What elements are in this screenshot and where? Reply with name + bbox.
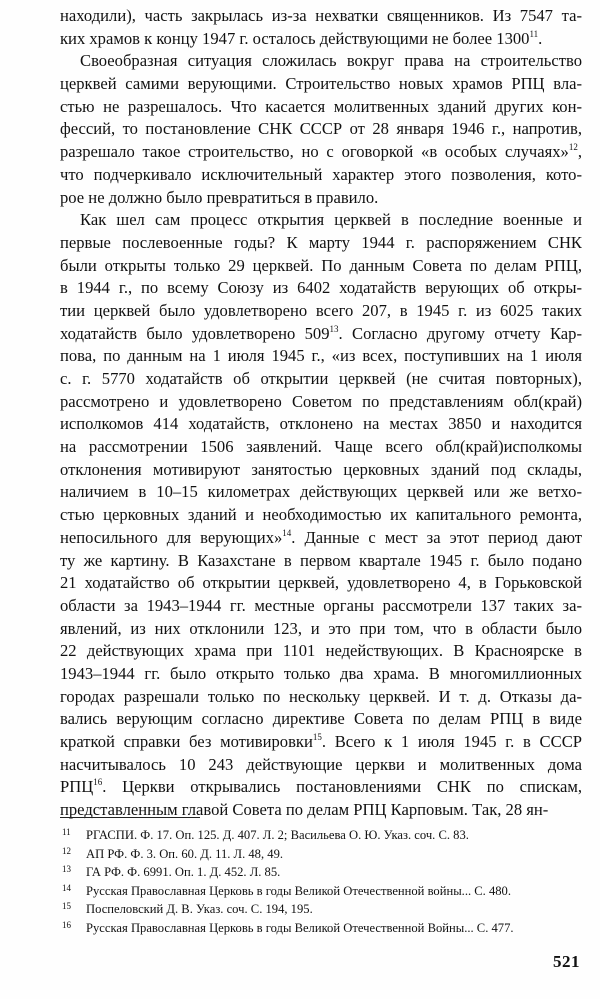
line-text: 1943–1944 гг. было открыто только два храма. В многомиллионных xyxy=(60,663,582,683)
footnote: 14 Русская Православная Церковь в годы Великой Отечественной войны... С. 480. xyxy=(62,882,512,898)
line-text: находили), часть закрылась из-за нехватки священников. Из 7547 та- xyxy=(60,6,582,25)
line-text-after-ref: . xyxy=(538,28,543,48)
footnotes xyxy=(60,826,582,938)
text-line xyxy=(60,164,582,187)
text-line xyxy=(60,73,582,96)
text-line xyxy=(60,368,582,391)
text-line xyxy=(60,187,582,210)
text-line xyxy=(60,799,582,822)
footnote: 16 Русская Православная Церковь в годы Великой Отечественной Войны... С. 477. xyxy=(62,919,514,935)
text-line xyxy=(60,255,582,278)
footnote: 13 ГА РФ. Ф. 6991. Оп. 1. Д. 452. Л. 85. xyxy=(62,864,281,880)
line-text: первые послевоенные годы? К марту 1944 г. распоряжением СНК xyxy=(60,232,582,252)
text-line xyxy=(60,345,582,368)
line-text: церквей самими верующими. Строительство новых храмов РПЦ вла- xyxy=(60,74,582,94)
text-line xyxy=(60,28,582,51)
text-line xyxy=(60,141,582,164)
line-text: области за 1943–1944 гг. местные органы рассмотрели 137 таких за- xyxy=(60,595,582,615)
line-text: 22 действующих храма при 1101 недействующих. В Красноярске в xyxy=(60,641,582,661)
text-line xyxy=(60,550,582,573)
line-text: с. г. 5770 ходатайств об открытии церквей (не считая повторных), xyxy=(60,369,582,388)
line-text: наличием в 10–15 километрах действующих церквей или же ветхо- xyxy=(60,482,582,502)
line-text-after-ref: . Всего к 1 июля 1945 г. в СССР xyxy=(321,732,582,751)
text-line xyxy=(60,323,582,346)
line-text-after-ref: . Согласно другому отчету Кар- xyxy=(338,323,582,343)
footnote-text: ГА РФ. Ф. 6991. Оп. 1. Д. 452. Л. 85. xyxy=(86,865,281,880)
line-text: фессий, то постановление СНК СССР от 28 января 1946 г., напротив, xyxy=(60,119,582,139)
line-text-after-ref: . Данные с мест за этот период дают xyxy=(291,527,583,547)
line-text: тии церквей было удовлетворено всего 207, в 1945 г. из 6025 таких xyxy=(60,300,582,320)
line-text: в 1944 г., по всему Союзу из 6402 ходатайств верующих об откры- xyxy=(60,278,582,298)
text-line xyxy=(60,572,582,595)
line-text: 21 ходатайство об открытии церквей, удовлетворено 4, в Горьковской xyxy=(60,573,582,593)
footnote-text: Русская Православная Церковь в годы Великой Отечественной войны... С. 480. xyxy=(86,883,512,898)
footnote-text: Русская Православная Церковь в годы Великой Отечественной Войны... С. 477. xyxy=(86,920,514,935)
text-line xyxy=(60,277,582,300)
line-text: непосильного для верующих» xyxy=(60,527,283,547)
line-text: ходатайств было удовлетворено 509 xyxy=(60,323,330,343)
line-text: были открыты только 29 церквей. По данным Совета по делам РПЦ, xyxy=(60,255,582,275)
text-line xyxy=(60,459,582,482)
text-line xyxy=(60,232,582,255)
line-text: явлений, из них отклонили 123, и это при том, что в области было xyxy=(60,618,582,638)
footnote-text: АП РФ. Ф. 3. Оп. 60. Д. 11. Л. 48, 49. xyxy=(86,846,284,861)
line-text: ких храмов к концу 1947 г. осталось действующими не более 1300 xyxy=(60,28,530,48)
text-line xyxy=(60,663,582,686)
text-line xyxy=(60,618,582,641)
line-text: Своеобразная ситуация сложилась вокруг права на строительство xyxy=(80,51,582,71)
line-text-after-ref: . Церкви открывались постановлениями СНК по спискам, xyxy=(102,777,582,797)
text-line xyxy=(60,391,582,414)
footnote-ref: 14 xyxy=(282,527,292,538)
line-text: на рассмотрении 1506 заявлений. Чаще всего обл(край)исполкомы xyxy=(60,437,582,457)
text-line xyxy=(60,481,582,504)
footnote-separator xyxy=(60,817,200,818)
text-line xyxy=(60,96,582,119)
footnote: 11 РГАСПИ. Ф. 17. Оп. 125. Д. 407. Л. 2; Васильева О. Ю. Указ. соч. С. 83. xyxy=(62,827,469,842)
footnote-ref: 13 xyxy=(329,323,339,334)
text-line xyxy=(60,300,582,323)
main-text xyxy=(60,5,582,822)
line-text: представленным главой Совета по делам РПЦ Карповым. Так, 28 ян- xyxy=(60,800,549,820)
text-line xyxy=(60,118,582,141)
line-text: исполкомов 414 ходатайств, отклонено на местах 3850 и находится xyxy=(60,414,582,434)
text-line xyxy=(60,50,582,73)
text-line xyxy=(60,708,582,731)
line-text: что подчеркивало исключительный характер этого позволения, кото- xyxy=(60,164,582,184)
line-text: РПЦ xyxy=(60,777,94,797)
text-line xyxy=(60,686,582,709)
footnote-text: Поспеловский Д. В. Указ. соч. С. 194, 195. xyxy=(86,902,313,917)
line-text: Как шел сам процесс открытия церквей в последние военные и xyxy=(80,210,582,230)
text-line xyxy=(60,527,582,550)
line-text: рассмотрено и удовлетворено Советом по представлениям обл(край) xyxy=(60,391,582,411)
text-line xyxy=(60,640,582,663)
line-text: краткой справки без мотивировки xyxy=(60,732,313,751)
line-text: стью церковных зданий и необходимостью их капитального ремонта, xyxy=(60,505,582,525)
line-text: городах разрешали только по нескольку церквей. И т. д. Отказы да- xyxy=(60,686,582,706)
line-text: пова, по данным на 1 июля 1945 г., «из всех, поступивших на 1 июля xyxy=(60,346,582,366)
footnote: 12 АП РФ. Ф. 3. Оп. 60. Д. 11. Л. 48, 49. xyxy=(62,845,284,861)
footnote-ref: 11 xyxy=(529,28,539,39)
line-text: насчитывалось 10 243 действующие церкви и молитвенных дома xyxy=(60,754,582,774)
line-text-after-ref: , xyxy=(577,142,582,162)
footnote-text: РГАСПИ. Ф. 17. Оп. 125. Д. 407. Л. 2; Васильева О. Ю. Указ. соч. С. 83. xyxy=(86,828,469,842)
text-line xyxy=(60,436,582,459)
line-text: отклонения мотивируют занятостью церковных зданий под склады, xyxy=(60,459,582,479)
text-line xyxy=(60,754,582,777)
line-text: стью не разрешалось. Что касается молитвенных зданий других кон- xyxy=(60,96,582,116)
text-line xyxy=(60,413,582,436)
text-line xyxy=(60,776,582,799)
text-line xyxy=(60,731,582,754)
text-line xyxy=(60,209,582,232)
footnote-ref: 16 xyxy=(93,777,103,788)
footnote: 15 Поспеловский Д. В. Указ. соч. С. 194, 195. xyxy=(62,901,313,917)
text-line xyxy=(60,5,582,28)
line-text: разрешало такое строительство, но с оговоркой «в особых случаях» xyxy=(60,142,569,162)
line-text: рое не должно было превратиться в правило. xyxy=(60,187,379,207)
footnote-ref: 12 xyxy=(568,142,578,153)
line-text: ту же картину. В Казахстане в первом квартале 1945 г. было подано xyxy=(60,550,582,570)
line-text: вались верующим согласно директиве Совета по делам РПЦ в виде xyxy=(60,709,582,729)
text-line xyxy=(60,504,582,527)
footnote-ref: 15 xyxy=(312,732,322,742)
page-number: 521 xyxy=(553,952,580,971)
text-line xyxy=(60,595,582,618)
